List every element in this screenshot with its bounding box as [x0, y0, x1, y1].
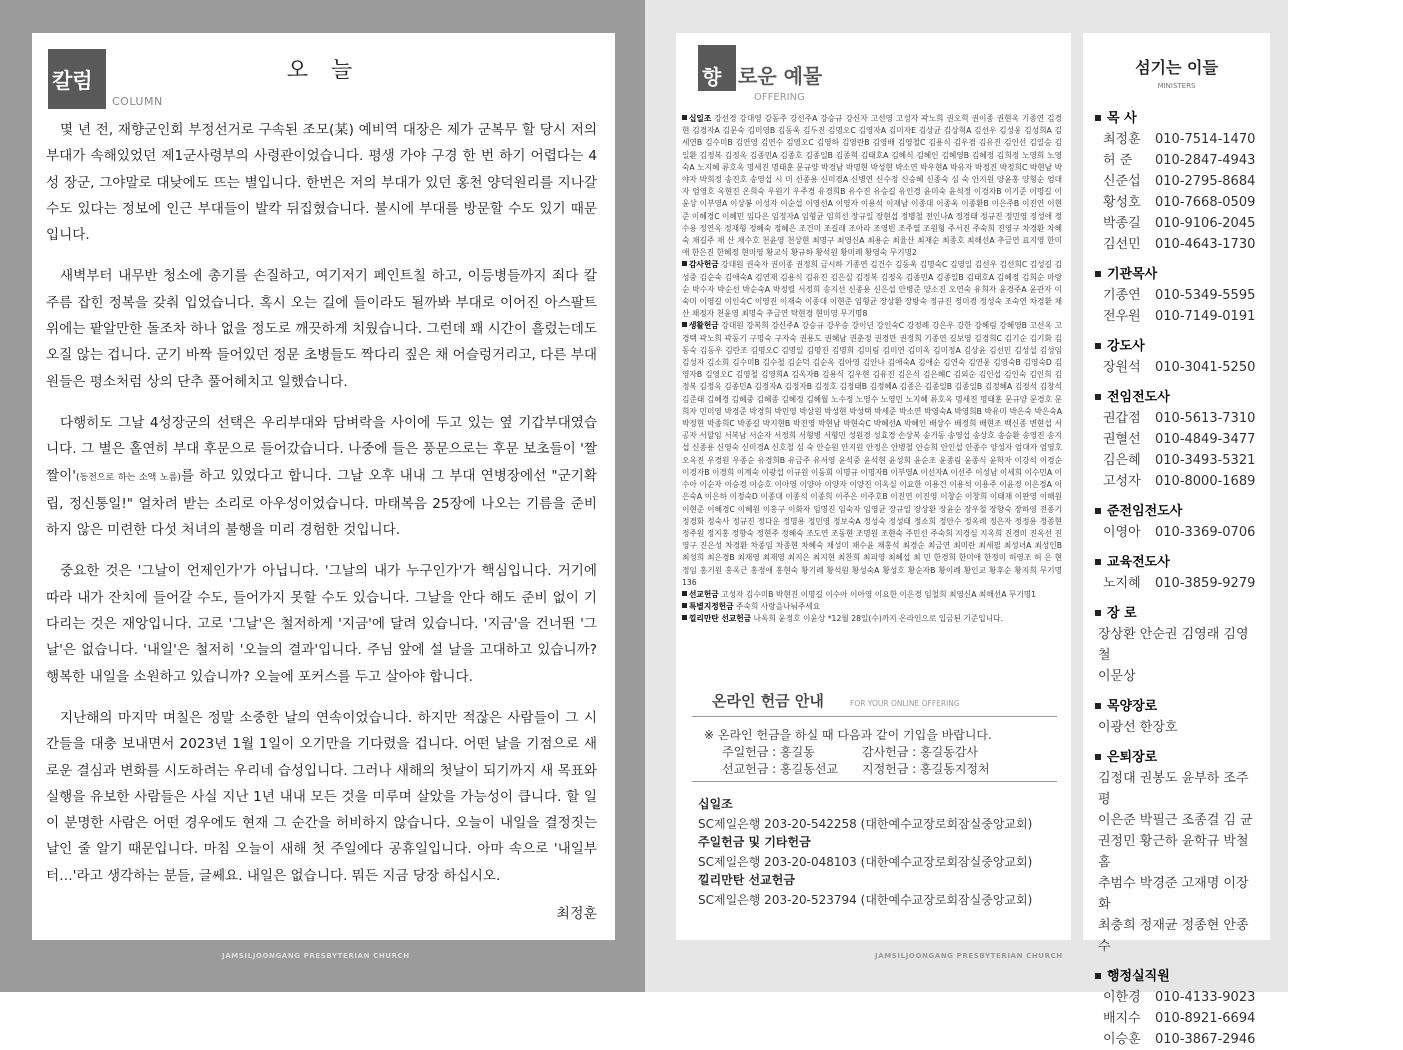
minister-entry	[1095, 573, 1260, 594]
minister-entry	[1095, 129, 1260, 150]
minister-names-line: 이광선 한장호	[1098, 720, 1178, 735]
minister-phone: 010-3493-5321	[1155, 453, 1256, 468]
minister-role-label: 장 로	[1107, 606, 1137, 621]
minister-phone: 010-2847-4943	[1155, 153, 1256, 168]
minister-role-heading	[1095, 263, 1260, 282]
minister-phone: 010-4849-3477	[1155, 432, 1256, 447]
column-title: 오 늘	[286, 58, 361, 83]
minister-phone: 010-3369-0706	[1155, 525, 1256, 540]
donor-category-label: 낄리만탄 선교헌금	[689, 614, 752, 624]
column-author: 최정훈	[556, 906, 597, 922]
minister-phone: 010-4133-9023	[1155, 990, 1256, 1005]
bank-account-number: SC제일은행 203-20-048103 (대한예수교장로회잠실중앙교회)	[698, 855, 1033, 869]
column-panel	[32, 33, 615, 940]
minister-name: 노지혜	[1103, 576, 1141, 591]
offering-badge: 향기	[698, 45, 736, 91]
donor-names: 나옥희 윤정호 이윤상 *12월 28일(수)까지 온라인으로 입금된 기준입니다.	[753, 614, 1004, 624]
minister-entry	[1095, 234, 1260, 255]
minister-role-heading	[1095, 695, 1260, 714]
donor-category-label: 십일조	[689, 114, 712, 123]
donor-block	[682, 601, 1062, 613]
online-offering-row	[722, 743, 1042, 760]
minister-name: 김은혜	[1103, 453, 1141, 468]
minister-role-label: 은퇴장로	[1107, 750, 1158, 765]
minister-role-heading	[1095, 107, 1260, 126]
minister-name: 최정훈	[1103, 132, 1141, 147]
minister-role-label: 행정실직원	[1107, 969, 1170, 984]
online-offering-item: 지정헌금 : 홍길동지정처	[862, 762, 990, 776]
donor-category-label: 감사헌금	[689, 260, 719, 270]
donor-names: 고성자 김수미B 박현진 이명길 이수아 이아영 이요한 이은경 임철희 최영신A 최해선A 무기명1	[721, 589, 1037, 599]
minister-role-label: 전임전도사	[1107, 390, 1170, 405]
online-offering-row	[722, 760, 1042, 777]
minister-phone: 010-5349-5595	[1155, 288, 1256, 303]
column-paragraph-text: 다행히도 그날 4성장군의 선택은 우리부대와 담벼락을 사이에 두고 있는 옆 기갑부대였습니다. 그 별은 홀연히 부대 후문으로 들어갔습니다. 나중에 들은 풍문으로는 후문 보초들이	[46, 414, 597, 458]
column-paragraph: 몇 년 전, 재향군인회 부정선거로 구속된 조모(某) 예비역 대장은 제가 군복무 할 당시 저의 부대가 속해있었던 제1군사령부의 사령관이었습니다. 평생 가야 구경 한 번 하기 어렵다는 4성 장군, 그야말로 대낮에도 뜨는 별입니다. 한번은 저의 부대가 있던 홍천 양덕원리를 지나갈 수도 있다는 정보에 인근 부대들이 발칵 뒤집혔습니다. 불시에 부대를 방문할 수도 있기 때문입니다.	[46, 122, 597, 244]
offering-subtitle: OFFERING	[754, 92, 805, 103]
minister-name: 박종길	[1103, 216, 1141, 231]
minister-entry	[1095, 987, 1260, 1008]
minister-name: 이승훈	[1103, 1032, 1141, 1047]
footer-right: JAMSILJOONGANG PRESBYTERIAN CHURCH	[875, 952, 1063, 960]
minister-role-heading	[1095, 602, 1260, 621]
donor-category-label: 생활헌금	[689, 321, 719, 331]
offering-panel	[676, 33, 1071, 940]
bullet-square-icon	[682, 115, 687, 120]
minister-role-heading	[1095, 335, 1260, 354]
bank-account	[698, 871, 1032, 908]
donor-block	[682, 259, 1062, 320]
donor-category-label: 선교헌금	[689, 589, 719, 599]
online-offering-subtitle: FOR YOUR ONLINE OFFERING	[850, 699, 960, 708]
bullet-square-icon	[1095, 703, 1101, 709]
minister-role-label: 목양장로	[1107, 699, 1158, 714]
column-body	[46, 117, 597, 904]
online-offering-item: 선교헌금 : 홍길동선교	[722, 762, 839, 776]
donor-list	[682, 113, 1062, 626]
donor-names: 주숙희 사랑을나눠주세요	[736, 602, 821, 612]
donor-category-label: 특별지정헌금	[689, 602, 734, 612]
minister-role-label: 교육전도사	[1107, 555, 1170, 570]
minister-phone: 010-9106-2045	[1155, 216, 1256, 231]
column-paragraph	[46, 410, 597, 543]
minister-entry	[1095, 192, 1260, 213]
minister-phone: 010-4643-1730	[1155, 237, 1256, 252]
minister-role-label: 기관목사	[1107, 267, 1158, 282]
minister-name: 장원석	[1103, 360, 1141, 375]
minister-role-label: 목 사	[1107, 111, 1137, 126]
divider	[692, 716, 1057, 717]
minister-entry	[1095, 357, 1260, 378]
minister-role-heading	[1095, 386, 1260, 405]
minister-name: 이영아	[1103, 525, 1141, 540]
minister-name: 기종연	[1103, 288, 1141, 303]
minister-phone: 010-7514-1470	[1155, 132, 1256, 147]
minister-names-line: 이문상	[1098, 669, 1136, 684]
minister-entry	[1095, 150, 1260, 171]
minister-name: 황성호	[1103, 195, 1141, 210]
online-offering-note: ※ 온라인 헌금을 하실 때 다음과 같이 기입을 바랍니다.	[704, 728, 992, 742]
minister-phone: 010-3859-9279	[1155, 576, 1256, 591]
bullet-square-icon	[1095, 394, 1101, 400]
divider	[692, 781, 1057, 782]
ministers-list	[1095, 99, 1260, 1050]
minister-phone: 010-8921-6694	[1155, 1011, 1256, 1026]
bullet-square-icon	[1095, 343, 1101, 349]
minister-name: 고성자	[1103, 474, 1141, 489]
column-paragraph-text: 를 하고 있었다고 합니다. 그날 오후 내내 그 부대 연병장에선 "군기확립, 정신통일!" 얼차려 받는 소리로 아우성이었습니다. 마태복음 25장에 나오는 기름을 준비하지 않은 미련한 다섯 처녀의 불행을 미리 경험한 것입니다.	[46, 467, 598, 539]
bank-account-name: 주일헌금 및 기타헌금	[698, 835, 811, 849]
bullet-square-icon	[1095, 508, 1101, 514]
bullet-square-icon	[682, 615, 687, 620]
page-edge	[1288, 0, 1403, 992]
column-badge: 칼럼	[48, 49, 106, 109]
bullet-square-icon	[682, 603, 687, 608]
donor-names: 강대원 강복희 강신주A 강승규 강우승 강이년 강인숙C 강정례 강은우 강한 강혜림 강혜영B 고선옥 고경택 곽노희 곽동기 구명숙 구자숙 권용도 권혜남 권춘정 권경만 권정희 기종연 길보영 김경희C 김기순 김기화 김동숙 김동우 김란조 김명오C 김명일 김명진 김명희 김미림 김미연 김미옥 김미정A 김상윤 김선민 김성섭 김성임 김성자 김소희 김수미B 김수철 김순덕 김순옥 김아영 김안나 김애숙A 김애순 김연숙 김연웅 김영숙B 김영숙D 김영자B 김영오C 김영철 김영희A 김옥자B 김용식 김우현 김유진 김은식 김은혜C 김외순 김인섭 김인숙 김인희 김정복 김정옥 김종민A 김정자A 김정자B 김정호 김정태B 김정혜A 김종은 김종일B 김종일B 김정혜A 김정석 김창석 김준태 김혜경 김혜중 김혜종 김혜정 김혜월 노수정 노영수 노영민 노지혜 류호옥 명세진 명태훈 문규양 문경호 문희자 민미영 박경준 박경희 박민영 박상원 박성현 박성택 박세준 박소연 박영숙A 박영희B 박유미 박은숙 박은숙A 박정현 박종희C 박종길 박지현B 박진영 박현남 박현숙C 박혜선A 박혜인 배상수 배정희 배현조 백신종 변현섭 서공자 서할임 서복남 서순자 서정희 서형병 서형민 성원경 성효경 손상복 송기동 송영섭 송상호 송승환 송영진 송지섭 신종용 신영숙 신미경A 신호철 심 숙 안승원 안지원 안정은 안병철 안승희 안인섭 안종수 양성자 엄대자 엄영호 오옥진 우경원 우종순 유경희B 유금주 유서영 윤석중 윤석현 윤성희 윤순조 윤종림 윤종식 윤학자 이강석 이경순 이경자B 이경희 이계숙 이광섭 이규원 이동회 이명규 이명자B 이부영A 이선자A 이선주 이성남 이세희 이수민A 이수아 이순자 이승경 이승호 이아영 이양아 이양자 이양진 이옥실 이요한 이용건 이용석 이용주 이윤경 이은경A 이은숙A 이은하 이정숙D 이종대 이종석 이종희 이주은 이주호B 이진연 이진영 이창순 이창희 이태재 이판영 이해원 이현준 이혜경C 이혜원 이홍구 이화자 임명진 임숙자 임영균 장규일 장상환 장윤순 장우철 장향숙 장하영 전종기 정경화 정숙사 정규진 정다운 정명용 정민영 정보숙A 정성숙 정성태 정소희 정안수 정옥례 정은자 정정용 정종현 정주원 정지홍 정향숙 정현주 정혜숙 조도연 조동현 조명원 조현숙 주민선 주숙희 지경심 지옥희 진경미 진옥선 진영구 진은성 차경환 차종임 차종현 차혜숙 채성미 채수윤 채홍석 최경순 최금연 최미란 최세필 최성녀A 최성인B 최성희 최은경B 최재영 최재영 최지은 최지현 최찬희 최피영 최혜섭 최 민 한경희 한미애 한정미 허영조 허 은 현정임 홍기원 홍옥근 홍정애 홍현숙 황기례 황석원 황성숙A 황성호 황순자B 황이례 황인교 황후순 황지희 무기명136	[682, 321, 1062, 587]
minister-names-line: 김정대 권봉도 윤부하 조주평	[1098, 771, 1249, 807]
bank-account-number: SC제일은행 203-20-523794 (대한예수교장로회잠실중앙교회)	[698, 893, 1033, 907]
minister-names-line: 추범수 박경준 고재명 이장화	[1098, 876, 1249, 912]
donor-block	[682, 589, 1062, 601]
bullet-square-icon	[1095, 973, 1101, 979]
minister-name: 김선민	[1103, 237, 1141, 252]
minister-phone: 010-5613-7310	[1155, 411, 1256, 426]
ministers-title: 섬기는 이들	[1135, 58, 1218, 77]
minister-role-heading	[1095, 746, 1260, 765]
minister-role-label: 강도사	[1107, 339, 1145, 354]
minister-role-label: 준전임전도사	[1107, 504, 1183, 519]
minister-names-line: 최충희 정재균 정종현 안종수	[1098, 918, 1249, 954]
bullet-square-icon	[1095, 610, 1101, 616]
minister-names-line: 권정민 황근하 윤학규 박철홈	[1098, 834, 1249, 870]
ministers-panel	[1083, 33, 1270, 1047]
minister-phone: 010-8000-1689	[1155, 474, 1256, 489]
donor-names: 강대원 권숙자 권이종 권정희 금시하 기종연 김건수 김동욱 김명숙C 김영일 김선우 김선희C 김성길 김성중 김순숙 김애숙A 김연재 김용식 김유진 김은실 김정복 김정옥 김종민A 김종일B 김태호A 김혜정 김희순 마랑순 박수자 박순선 박순숙A 박정렬 서정희 송지선 신종용 신은섭 안병준 양소진 오연숙 유희자 윤경주A 윤관자 이숙미 이영길 이인숙C 이영진 이재숙 이종대 이현준 임형균 장상환 장방숙 정규진 정미경 정성숙 조숙연 차경환 채 산 채정자 천윤영 최명숙 추금연 탁현경 현미영 무기명8	[682, 260, 1062, 319]
column-paragraph: 중요한 것은 '그날이 언제인가'가 아닙니다. '그날의 내가 누구인가'가 핵심입니다. 거기에 따라 내가 잔치에 들어갈 수도, 들어가지 못할 수도 있습니다. 그날을 안다 해도 준비 없이 기다리는 것은 재앙입니다. 고로 '그날'은 철저하게 '지금'에 달려 있습니다. '지금'을 건너뛴 '그날'은 없습니다. '내일'은 철저히 '오늘의 결과'입니다. 주님 앞에 설 날을 고대하고 있습니까? 행복한 내일을 소원하고 있습니까? 오늘에 포커스를 두고 살아야 합니다.	[46, 563, 597, 685]
footer-left: JAMSILJOONGANG PRESBYTERIAN CHURCH	[222, 952, 410, 960]
donor-names: 강선경 강대영 강동주 강선주A 강승규 강신자 고선영 고성자 곽노희 권오혁 권이종 권현옥 기종연 김경현 김경자A 김문숙 김미영B 김동욱 김두진 김명오C 김영자A 김미자E 김상균 김상혁A 김선우 김성웅 김성희A 김세연B 김수미B 김연영 김연수 김영오C 김영하 김영란B 김영배 김영철C 김용식 김우겸 김유진 김인선 김일승 김일환 김정복 김정옥 김종민A 김종호 김종일B 김종혁 김태호A 김혜식 김혜인 김혜영B 김혜정 김희정 노영희 노영숙A 노지혜 류호옥 명세진 명태훈 문규양 박경남 박명현 박성현 박소연 박우현A 박유자 박정진 박정희C 박현남 박야자 박희정 송진호 송영섭 시 미 신종용 신미경A 신병연 신수정 신승혜 신종숙 심 숙 안지원 양윤홍 양형순 엄대자 엄영호 옥현진 온희숙 우원기 우주경 유경희B 유수진 유승길 유인경 윤미숙 윤석정 이경자B 이기준 이명길 이윤상 이부영A 이상봉 이성자 이순섭 이영선A 이영자 이용석 이재남 이종대 이종욱 이종환B 이은주B 이진연 이현준 이혜경C 이혜민 임다은 임정자A 임형균 임희선 장규일 장현섭 정병철 전인나A 정경태 정규진 정민영 정성애 정수용 정연옥 정재형 정혜숙 정혜은 조건미 조길래 조아라 조영빈 조주열 조원형 주서진 주숙희 진영구 차경환 차혜숙 채길주 채 산 채수호 천윤영 천상현 최명구 최영신A 최용순 최율산 최재순 최종호 최해선A 추금연 표지영 한미애 한은진 한혜정 현미영 황교식 황규하 황석원 황미례 황영숙 무기명2	[682, 114, 1062, 258]
bullet-square-icon	[1095, 271, 1101, 277]
bank-account-name: 십일조	[698, 797, 733, 811]
bullet-square-icon	[682, 261, 687, 266]
bullet-square-icon	[682, 322, 687, 327]
minister-name: 배지수	[1103, 1011, 1141, 1026]
minister-phone: 010-2795-8684	[1155, 174, 1256, 189]
minister-phone: 010-7668-0509	[1155, 195, 1256, 210]
minister-entry	[1095, 306, 1260, 327]
online-offering-item: 감사헌금 : 홍길동감사	[862, 745, 979, 759]
minister-name: 허 준	[1103, 153, 1133, 168]
minister-entry	[1095, 408, 1260, 429]
minister-role-heading	[1095, 551, 1260, 570]
minister-phone: 010-3041-5250	[1155, 360, 1256, 375]
bullet-square-icon	[1095, 115, 1101, 121]
ministers-subtitle: MINISTERS	[1157, 82, 1196, 90]
minister-phone: 010-3867-2946	[1155, 1032, 1256, 1047]
minister-entry	[1095, 213, 1260, 234]
bullet-square-icon	[1095, 754, 1101, 760]
column-badge-subtitle: COLUMN	[112, 95, 163, 108]
column-paragraph: 지난해의 마지막 며칠은 정말 소중한 날의 연속이었습니다. 하지만 적잖은 사람들이 그 시간들을 대충 보내면서 2023년 1월 1일이 오기만을 기다렸을 겁니다. 어떤 날을 기점으로 새로운 결심과 변화를 시도하려는 우리네 습성입니다. 그러나 새해의 첫날이 되기까지 새 목표와 실행을 유보한 사람들은 사실 지난 1년 내내 모든 것을 미루며 살았을 가능성이 큽니다. 할 일이 분명한 사람은 어떤 경우에도 현재 그 순간을 허비하지 않습니다. 오늘이 내일을 결정짓는 날인 줄 알기 때문입니다. 마침 오늘이 새해 첫 주일에다 공휴일입니다. 아마 속으로 '내일부터…'라고 생각하는 분들, 글쎄요. 내일은 없습니다. 뭐든 지금 당장 하십시오.	[46, 709, 597, 884]
bank-account	[698, 833, 1032, 870]
minister-entry	[1095, 1029, 1260, 1050]
minister-name: 신준섭	[1103, 174, 1141, 189]
minister-entry	[1095, 1008, 1260, 1029]
column-footnote: (동전으로 하는 소액 노름)	[76, 472, 181, 483]
minister-name: 권혈선	[1103, 432, 1141, 447]
minister-entry	[1095, 471, 1260, 492]
online-offering-title: 온라인 헌금 안내	[712, 692, 824, 710]
offering-title: 로운 예물	[738, 64, 823, 88]
bullet-square-icon	[1095, 559, 1101, 565]
column-paragraph: 새벽부터 내무반 청소에 총기를 손질하고, 여기저기 페인트칠 하고, 이등병들까지 죄다 칼주름 잡힌 정복을 갖춰 입었습니다. 혹시 오는 길에 들이라도 될까봐 부대로 이어진 아스팔트 위에는 팥알만한 돌조차 하나 없을 정도로 깨끗하게 치웠습니다. 그런데 꽤 시간이 흘렀는데도 오질 않는 겁니다. 군기 바짝 들어있던 정문 초병들도 짝다리 짚은 채 어슬렁거리고, 다른 부대원들은 평소처럼 상의 단추 풀어헤치고 일했습니다.	[46, 268, 597, 390]
bank-account-number: SC제일은행 203-20-542258 (대한예수교장로회잠실중앙교회)	[698, 817, 1033, 831]
minister-role-heading	[1095, 965, 1260, 984]
minister-entry	[1095, 171, 1260, 192]
bank-account	[698, 795, 1032, 832]
minister-role-heading	[1095, 500, 1260, 519]
minister-name: 권갑점	[1103, 411, 1141, 426]
column-quote: '짤짤이'	[46, 441, 597, 484]
minister-name: 이한경	[1103, 990, 1141, 1005]
minister-name: 전우원	[1103, 309, 1141, 324]
minister-names-line: 장상환 안순권 김영래 김영철	[1098, 627, 1249, 663]
minister-entry	[1095, 429, 1260, 450]
donor-block	[682, 613, 1062, 625]
bullet-square-icon	[682, 591, 687, 596]
minister-entry	[1095, 522, 1260, 543]
minister-names-line: 이은준 박필근 조종걸 김 균	[1098, 813, 1253, 828]
bank-account-name: 낄리만탄 선교헌금	[698, 873, 795, 887]
minister-phone: 010-7149-0191	[1155, 309, 1256, 324]
minister-entry	[1095, 450, 1260, 471]
minister-entry	[1095, 285, 1260, 306]
donor-block	[682, 320, 1062, 588]
online-offering-item: 주일헌금 : 홍길동	[722, 745, 815, 759]
donor-block	[682, 113, 1062, 259]
